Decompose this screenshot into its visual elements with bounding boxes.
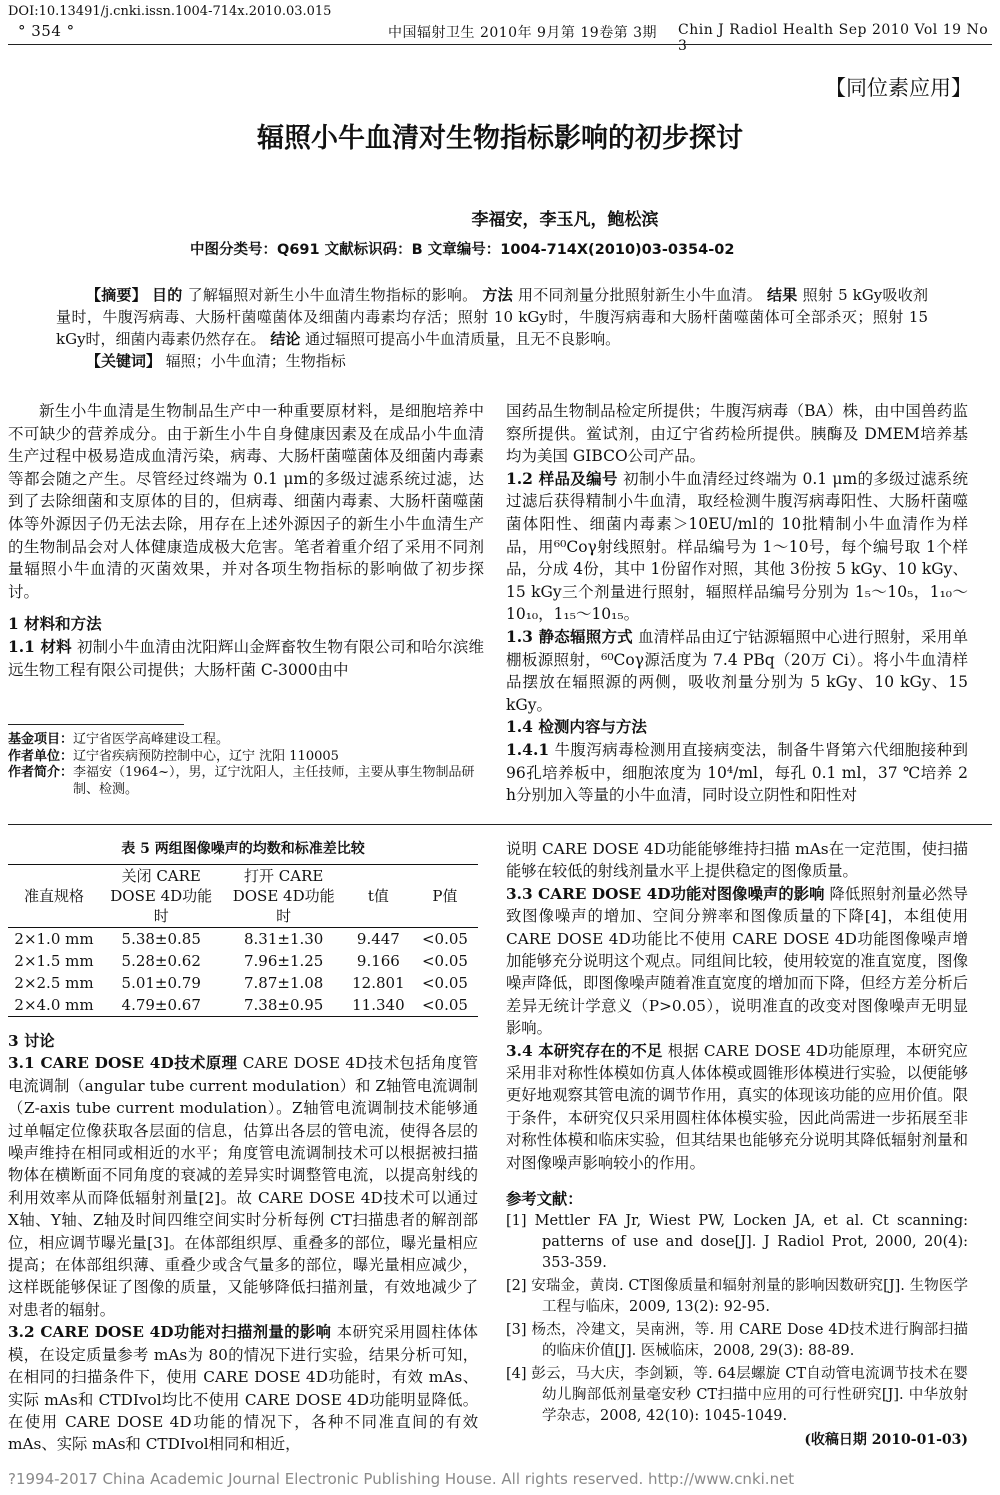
left-column-lower <box>8 1030 478 1456</box>
s12-label: 1.2 样品及编号 <box>506 468 618 488</box>
journal-cn: 中国辐射卫生 2010年 9月第 19卷第 3期 <box>388 25 658 41</box>
col-header: 打开 CARE DOSE 4D功能时 <box>222 865 344 928</box>
doi: DOI:10.13491/j.cnki.issn.1004-714x.2010.03.015 <box>8 4 332 19</box>
authors: 李福安，李玉凡，鲍松滨 <box>471 210 659 230</box>
abstract <box>56 284 928 372</box>
s141-text: 牛腹泻病毒检测用直接病变法，制备牛肾第六代细胞接种到 96孔培养板中，细胞浓度为 10⁴/ml，每孔 0.1 ml，37 ℃培养 2 h分别加入等量的小牛血清，同时设立阴性和阳性对 <box>506 740 968 805</box>
s34-text: 根据 CARE DOSE 4D功能原理，本研究应采用非对称性体模如仿真人体体模或圆锥形体模进行实验，以便能够更好地观察其管电流的调节作用，真实的体现该功能的应用价值。限于条件，本研究仅只采用圆柱体体模实验，因此尚需进一步拓展至非对称性体模和临床实验，但其结果也能够充分说明其降低辐射剂量和对图像噪声影响较小的作用。 <box>506 1041 968 1172</box>
s13-text: 血清样品由辽宁钴源辐照中心进行照射，采用单棚板源照射，⁶⁰Coγ源活度为 7.4 PBq（20万 Ci）。将小牛血清样品摆放在辐照源的两侧，吸收剂量分别为 5 kGy、10 kGy、15 kGy。 <box>506 627 968 714</box>
footnotes <box>8 732 484 798</box>
noise-table <box>8 864 478 1017</box>
table-row: 2×1.5 mm 5.28±0.62 7.96±1.25 9.166 <0.05 <box>14 952 468 970</box>
footnote-rule <box>8 724 184 725</box>
materials-continued: 国药品生物制品检定所提供；牛腹泻病毒（BA）株，由中国兽药监察所提供。鲎试剂，由辽宁省药检所提供。胰酶及 DMEM培养基均为美国 GIBCO公司产品。 <box>506 402 968 466</box>
s14-heading: 1.4 检测内容与方法 <box>506 717 647 737</box>
reference-item: [3] 杨杰，冷建文，吴南洲，等. 用 CARE Dose 4D技术进行胸部扫描的临床价值[J]. 医械临床，2008, 29(3): 88-89. <box>506 1321 968 1359</box>
table-row: 2×4.0 mm 4.79±0.67 7.38±0.95 11.340 <0.05 <box>8 994 478 1017</box>
reference-list <box>506 1211 968 1427</box>
s31-text: CARE DOSE 4D技术包括角度管电流调制（angular tube current modulation）和 Z轴管电流调制（Z-axis tube current modulation）。Z轴管电流调制技术能够通过单幅定位像获取各层面的信息，估算出各层的管电流，使得各层的噪声维持在相同或相近的水平；角度管电流调制技术可以根据被扫描物体在横断面不同角度的衰减的差异实时调整管电流，以提高射线的利用效率从而降低辐射剂量[2]。故 CARE DOSE 4D技术可以通过 X轴、Y轴、Z轴及时间四维空间实时分析每例 CT扫描患者的解剖部位，相应调节曝光量[3]。在体部组织厚、重叠多的部位，曝光量相应提高；在体部组织薄、重叠少或含气量多的部位，曝光量相应减少，这样既能够保证了图像的质量，又能够降低扫描剂量，有效地减少了对患者的辐射。 <box>8 1054 478 1319</box>
s141-label: 1.4.1 <box>506 739 550 759</box>
table-5 <box>8 838 478 1017</box>
purpose-text: 了解辐照对新生小牛血清生物指标的影响。 <box>187 286 478 304</box>
result-text: 照射 5 kGy吸收剂量时，牛腹泻病毒、大肠杆菌噬菌体及细菌内毒素均存活；照射 10 kGy时，牛腹泻病毒和大肠杆菌噬菌体可全部杀灭；照射 15 kGy时，细菌内毒素仍然存在。 <box>56 286 928 348</box>
conclusion-label: 结论 <box>270 330 301 348</box>
references-heading: 参考文献： <box>506 1190 583 1209</box>
discussion-continued: 说明 CARE DOSE 4D功能能够维持扫描 mAs在一定范围，使扫描能够在较低的射线剂量水平上提供稳定的图像质量。 <box>506 840 968 881</box>
result-label: 结果 <box>767 286 798 304</box>
col-header: P值 <box>412 865 478 928</box>
copyright-watermark: ?1994-2017 China Academic Journal Electronic Publishing House. All rights reserved. http://www.cnki.net <box>8 1470 795 1488</box>
left-column-upper <box>8 400 484 681</box>
intro-paragraph: 新生小牛血清是生物制品生产中一种重要原材料，是细胞培养中不可缺少的营养成分。由于新生小牛自身健康因素及在成品小牛血清生产过程中极易造成血清污染，病毒、大肠杆菌噬菌体及细菌内毒素等都会随之产生。尽管经过终端为 0.1 μm的多级过滤系统过滤，达到了去除细菌和支原体的目的，但病毒、细菌内毒素、大肠杆菌噬菌体等外源因子仍无法去除，用存在上述外源因子的新生小牛血清生产的生物制品会对人体健康造成极大危害。笔者着重介绍了采用不同剂量辐照小牛血清的灭菌效果，并对各项生物指标的影响做了初步探讨。 <box>8 402 484 601</box>
received-date: (收稿日期 2010-01-03) <box>804 1431 968 1448</box>
s34-label: 3.4 本研究存在的不足 <box>506 1041 663 1060</box>
keywords-label: 【关键词】 <box>86 352 162 370</box>
right-column-upper <box>506 400 968 807</box>
right-column-lower <box>506 838 968 1451</box>
footnote-bio: 作者简介：李福安（1964~），男，辽宁沈阳人，主任技师，主要从事生物制品研制、检测。 <box>8 765 475 797</box>
keywords-text: 辐照；小牛血清；生物指标 <box>165 352 346 370</box>
journal-en: Chin J Radiol Health Sep 2010 Vol 19 No 3 <box>678 22 989 54</box>
s11-label: 1.1 材料 <box>8 636 72 656</box>
section-1-heading: 1 材料和方法 <box>8 614 102 634</box>
article-divider <box>8 824 992 825</box>
section-tag: 【同位素应用】 <box>825 76 972 100</box>
method-text: 用不同剂量分批照射新生小牛血清。 <box>517 286 762 304</box>
header-rule <box>8 44 992 45</box>
section-3-heading: 3 讨论 <box>8 1032 55 1050</box>
s31-label: 3.1 CARE DOSE 4D技术原理 <box>8 1054 238 1073</box>
s13-label: 1.3 静态辐照方式 <box>506 626 633 646</box>
conclusion-text: 通过辐照可提高小牛血清质量，且无不良影响。 <box>305 330 621 348</box>
s11-text: 初制小牛血清由沈阳辉山金辉畜牧生物有限公司和哈尔滨维远生物工程有限公司提供；大肠杆菌 C-3000由中 <box>8 637 484 679</box>
s12-text: 初制小牛血清经过终端为 0.1 μm的多级过滤系统过滤后获得精制小牛血清，取经检测牛腹泻病毒阳性、大肠杆菌噬菌体阳性、细菌内毒素＞10EU/ml的 10批精制小牛血清作为样品，用⁶⁰Coγ射线照射。样品编号为 1～10号，每个编号取 1个样品，分成 4份，其中 1份留作对照，其他 3份按 5 kGy、10 kGy、15 kGy三个剂量进行照射，辐照样品编号分别为 1₅～10₅，1₁₀～10₁₀，1₁₅～10₁₅。 <box>506 469 968 624</box>
table-row: 2×2.5 mm 5.01±0.79 7.87±1.08 12.801 <0.05 <box>14 974 468 992</box>
reference-item: [1] Mettler FA Jr, Wiest PW, Locken JA, et al. Ct scanning: patterns of use and dose[J]. J Radiol Prot, 2000, 20(4): 353-359. <box>506 1212 968 1271</box>
s32-label: 3.2 CARE DOSE 4D功能对扫描剂量的影响 <box>8 1323 332 1342</box>
table-row: 2×1.0 mm 5.38±0.85 8.31±1.30 9.447 <0.05 <box>14 930 468 948</box>
col-header: 准直规格 <box>8 865 100 928</box>
s32-text: 本研究采用圆柱体体模，在设定质量参考 mAs为 80的情况下进行实验，结果分析可知，在相同的扫描条件下，使用 CARE DOSE 4D功能时，有效 mAs、实际 mAs和 CTDIvol均比不使用 CARE DOSE 4D功能明显降低。在使用 CARE DOSE 4D功能的情况下，各种不同准直间的有效 mAs、实际 mAs和 CTDIvol相同和相近， <box>8 1323 478 1454</box>
abstract-label: 【摘要】 <box>86 286 148 304</box>
s33-label: 3.3 CARE DOSE 4D功能对图像噪声的影响 <box>506 884 825 903</box>
footnote-fund: 基金项目：辽宁省医学高峰建设工程。 <box>8 732 230 747</box>
col-header: t值 <box>345 865 412 928</box>
article-title: 辐照小牛血清对生物指标影响的初步探讨 <box>257 123 743 154</box>
method-label: 方法 <box>482 286 513 304</box>
purpose-label: 目的 <box>152 286 183 304</box>
s33-text: 降低照射剂量必然导致图像噪声的增加、空间分辨率和图像质量的下降[4]，本组使用 CARE DOSE 4D功能比不使用 CARE DOSE 4D功能图像噪声增加能够充分说明这个观点。同组间比较，使用较宽的准直宽度，图像噪声降低，即图像噪声随着准直宽度的增加而下降，但经方差分析后差异无统计学意义（P>0.05），说明准直的改变对图像噪声无明显影响。 <box>506 884 968 1038</box>
table-caption: 表 5 两组图像噪声的均数和标准差比较 <box>121 841 365 857</box>
classification: 中图分类号：Q691 文献标识码：B 文章编号：1004-714X(2010)03-0354-02 <box>190 242 735 258</box>
col-header: 关闭 CARE DOSE 4D功能时 <box>100 865 222 928</box>
footnote-affiliation: 作者单位：辽宁省疾病预防控制中心，辽宁 沈阳 110005 <box>8 748 339 764</box>
page-number: ° 354 ° <box>18 22 75 40</box>
reference-item: [4] 彭云，马大庆，李剑颖，等. 64层螺旋 CT自动管电流调节技术在婴幼儿胸部低剂量毫安秒 CT扫描中应用的可行性研究[J]. 中华放射学杂志，2008, 42(10): 1045-1049. <box>506 1365 968 1424</box>
reference-item: [2] 安瑞金，黄岗. CT图像质量和辐射剂量的影响因数研究[J]. 生物医学工程与临床，2009, 13(2): 92-95. <box>506 1277 968 1315</box>
